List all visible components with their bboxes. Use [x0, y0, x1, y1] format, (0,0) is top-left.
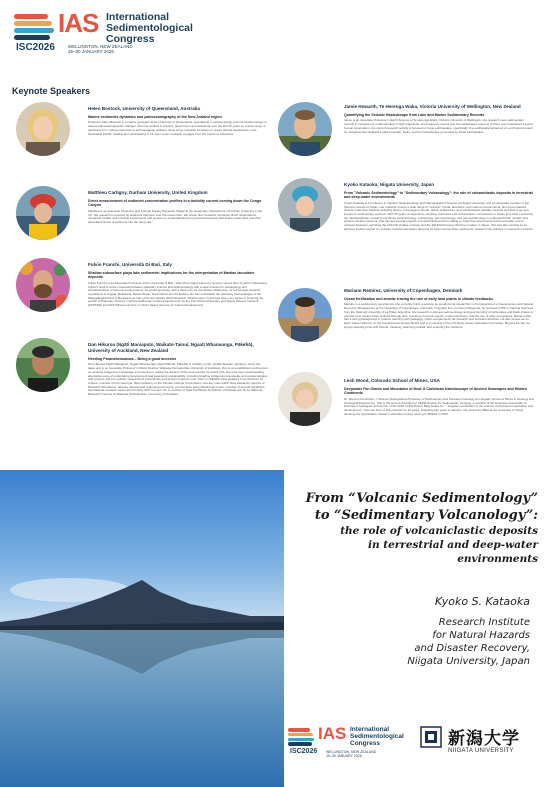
portrait-smiling-man-icon [16, 338, 70, 392]
logo-ias: IAS [318, 724, 347, 743]
logo-isc: ISC2026 [290, 748, 318, 755]
portrait-blonde-woman-icon [16, 102, 70, 156]
poster-title-line: the role of volcaniclastic deposits [340, 525, 538, 537]
ias-wave-icon [288, 728, 314, 746]
speaker-talk: Ocean fertilization and anoxia: tracing the role of early land plants in climate feedbacks [344, 297, 493, 301]
portrait-bearded-man-floral-icon [16, 258, 70, 312]
niigata-english: NIIGATA UNIVERSITY [448, 748, 514, 754]
logo-location: WELLINGTON, NEW ZEALAND [326, 750, 377, 754]
speaker-bio: Kyoko Kataoka is a professor in Volcanic Sedimentology and Natural Hazard Science at Niigata University, and an associate member of the Science Council of Japan. Her research covers a wide range of "volcanic" fluvial, lacustrine, and marine environments, and encompasses diverse mass flow hazards including lahars, volcanogenic floods, debris avalanches, and volcaniclastic turbidity currents and their long-term impact on sedimentary systems. With 25 years of experience studying volcanoes and volcaniclastic successions in Japan and other continents, her interdisciplinary research combines sedimentology, volcanology, geomorphology, and geo-archaeology to understand both modern and ancient volcanic systems. She has led several projects on hazard assessment relating to mass flow phenomena during and after recent volcanic disasters, including the 2014 Mt Ontake eruption and the 2018 Mt Kusatsu-Shirane eruption in Japan. She has also worked as an advisory board member for volcanic hazard evacuation planning for local communities, putting her research into practice in real-world contexts. [344, 200, 534, 231]
speaker-bio: Dan Hikuroa (Ngāti Maniapoto, Ngaati Whanaunga, Ngāti Mahuta, Pākehā) is a father, surfer, paddle-boarder, gardener, loves the takes and is an Associate Professor in Māori Studies, Waipapa Taumata Rau University of Auckland. Dan is an established world expert on weaving indigenous knowledge and science to realise the dreams of the communities he works with. Dan has been spearheading alternative ways of undertaking development and assessing sustainability, including braiding indigenous knowledge and epistemologies with science and into policies, assessment frameworks and decision-support tools. Dan is UNESCO New Zealand Commissioner for Culture, member of Pou Herenga, Māori Advisory to the Climate Change Commission, two key roles within New Zealand's Centres of Research Excellence, advises national and regional government, communities and philanthropic trusts, member of several significant international research teams and formerly SDU Council. He is member of Ngāi Ara Whetū Te Rūnahi o Pūtauaki and Te Ao Mārama, Research Centres at Waipapa Taumata Rau, University of Auckland. [88, 362, 268, 397]
logo-location-dates [68, 44, 133, 54]
poster-logos [284, 718, 546, 778]
poster-affiliation-line: and Disaster Recovery, [414, 643, 530, 654]
speaker-talk: From "Volcanic Sedimentology" to "Sedimentary Volcanology": the role of volcaniclastic deposits in terrestrial and deep-water environments [344, 191, 533, 200]
logo-location-dates [326, 750, 376, 758]
poster-title-line: environments [457, 553, 538, 565]
logo-title: International Sedimentological Congress [350, 726, 404, 747]
portrait-woman-blue-helmet-icon [278, 178, 332, 232]
speaker-name: Dan Hikuroa (Ngāti Maniapoto, Waikato-Tainui, Ngaati Whanaunga, Pākehā), University of Auckland, New Zealand [88, 342, 254, 353]
speaker-name: Fulvio Franchi, Università Di Bari, Italy [88, 262, 172, 267]
speaker-name: Lesli Wood, Colorado School of Mines, USA [344, 378, 440, 383]
ias-wave-icon [14, 14, 54, 40]
speaker-bio: Professor Helen Bostock is a marine geologist at the University of Queensland, specialising in sedimentology and micropaleontology to assess paleoceanographic changes. She has worked in industry, government and academia over the last 25 years on a wide range of questions from marine resources to anthropogenic pollution. Most of her research focusses on ocean climate interactions in the Southwest Pacific, leading and participating in 14 open ocean research voyages from the tropics to Antarctica. [88, 120, 267, 136]
speaker-bio: Mariano is a sedimentary geochemist who currently holds a position as postdoctoral researcher in the Department of Geosciences and Natural Resource Management at the University of Copenhagen, Denmark. Originally from northern Patagonia, he received a PhD in Natural Sciences from the National University of La Plata, Argentina. His research combines sedimentology and geochemistry of carbonates and black shales to uncover how oceans have evolved through time, focusing on anoxic events, mass extinctions, and the rise of early ecosystems. Mariano also has a strong background in science teaching and pedagogy, which complements his research and outreach activities. He also serves as an Early Career Director on the Geochemical Society Board and is a member of the IAS Early Career Scientists Committee. Beyond the lab, he enjoys spending time with friends, traveling, watching football, and exploring the outdoors. [344, 302, 534, 329]
section-title: Keynote Speakers [12, 86, 91, 96]
speaker-talk: Quantifying the Seismic Hazardscape from Lake and Marine Sedimentary Records [344, 113, 485, 117]
speaker-name: Jamie Howarth, Te Herenga Waka, Victoria University of Wellington, New Zealand [344, 104, 521, 109]
poster-author-block [300, 595, 530, 668]
speaker-bio: Matthieu is an Associate Professor and a Royal Society Research Fellow at the Geography Department of Durham University in the UK. His research is focused on sediment transport over the ocean floor. His ocean floor research combines direct observations, numerical models and physical experiments and centres on understanding the physical processes that shape ocean floor and their associated fluxes of sediment into the deep sea. [88, 208, 263, 224]
poster-author: Kyoko S. Kataoka [434, 595, 530, 608]
volcano-lake-landscape-icon [0, 470, 284, 787]
poster-affiliation-line: for Natural Hazards [432, 630, 530, 641]
logo-dates: 25–30 JANUARY 2026 [326, 754, 362, 758]
poster-affiliation-line: Research Institute [438, 617, 530, 628]
logo-location: WELLINGTON, NEW ZEALAND [68, 44, 133, 49]
poster-title-line: in terrestrial and deep-water [367, 539, 538, 551]
speaker-talk: Direct measurement of sediment concentration profiles in a turbidity current coming down the Congo Canyon [88, 199, 262, 208]
poster-title-line: to “Sedimentary Volcanology”: [314, 508, 538, 523]
isc2026-logo [288, 722, 408, 766]
logo-dates: 25–30 JANUARY 2026 [68, 49, 114, 54]
niigata-kanji: 新潟大学 [448, 729, 520, 749]
speaker-bio: Dr. Wood is the Robert J. Weimer Distinguished Professor of Sedimentary and Petroleum Geology at Colorado School of Mines in Geology and Geological Engineering. She is the current President of SEPM Society for Sedimentary Geology, a member of the American Association of Petroleum Geologists and winner of the 2022 AAPG Robert Berg Award for "...singular contribution to the science of petroleum exploration and development". She has been a IAS member for 10 years. Following five years in industry, she joined the BEG at the University of Texas directing the Quantitative Clastics Laboratory before moving to MINES in 2015. [344, 396, 534, 416]
logo-ias: IAS [58, 8, 99, 38]
poster-title [288, 490, 538, 566]
speaker-name: Kyoko Kataoka, Niigata University, Japan [344, 182, 435, 187]
logo-title: International Sedimentological Congress [106, 11, 193, 45]
portrait-smiling-man-outdoor-icon [278, 102, 332, 156]
poster-title-line: From “Volcanic Sedimentology” [305, 491, 538, 506]
speaker-talk: Shallow subsurface playa lake sediments: implications for the interpretation of Martian lacustrine deposits. [88, 271, 255, 280]
speaker-name: Helen Bostock, University of Queensland, Australia [88, 106, 200, 111]
speaker-talk: Marine sediments dynamics and paleoceanography of the New Zealand region [88, 115, 222, 119]
speaker-name: Matthieu Cartigny, Durham University, United Kingdom [88, 190, 208, 195]
niigata-university-logo [418, 724, 542, 768]
portrait-man-red-helmet-icon [16, 186, 70, 240]
niigata-seal-icon [420, 726, 442, 748]
portrait-man-field-icon [278, 288, 332, 342]
speaker-talk: Deepwater Fan Giants and Mountains of Mud: A Caribbean Kaleidoscope of Ancient Seascapes and Hidden Continents [344, 387, 527, 396]
talk-poster [0, 470, 546, 787]
poster-affiliation-line: Niigata University, Japan [407, 656, 530, 667]
logo-isc: ISC2026 [16, 42, 55, 53]
speaker-bio: Jamie is an Associate Professor in Earth Science at Te Herenga Waka, Victoria University of Wellington. His research uses sedimentary records to increase our understanding of high magnitude, low-frequency events and how landscapes respond to them over timeframes beyond human observation. His current research activity is focused on large earthquakes, specifically: the earthquake behaviour of, and hazard posed by, Aotearoa New Zealand's plate boundary faults, and the hazardscape generated by these earthquakes. [344, 118, 533, 134]
speaker-name: Mariano Remirez, University of Copenhagen, Denmark [344, 288, 463, 293]
speaker-talk: Heeding Paraewhenuamea – Being a good ancestor [88, 357, 177, 361]
isc2026-logo [12, 8, 212, 56]
portrait-woman-short-hair-icon [278, 372, 332, 426]
speaker-bio: Fulvio Franchi is an Associate Professor at the Università di Bari - Aldo Moro (Italy) where he recently moved after 9 years in Botswana. Fulvio's work is at the crossroad between planetary science and sedimentology with a clear interest for astrobiology and characterization of extreme environments. As a field geologist, with a deep love for the African wilderness, he led several research expeditions in Angola, Botswana, Mozambique, South Africa and Zimbabwe. He has overlooked the planetary field analogue of the Makgadikgadi Pans in Botswana as part of the Europlanet 2024 Research Infrastructure. Fulvio has been very active in fostering the growth of Planetary Science in Africa leading EU funded projects such as the Pan-African Planetary and Space Science Network (PAPSSN) and FAST4Future (Focus on Africa Space Science for Future Development). [88, 280, 268, 308]
